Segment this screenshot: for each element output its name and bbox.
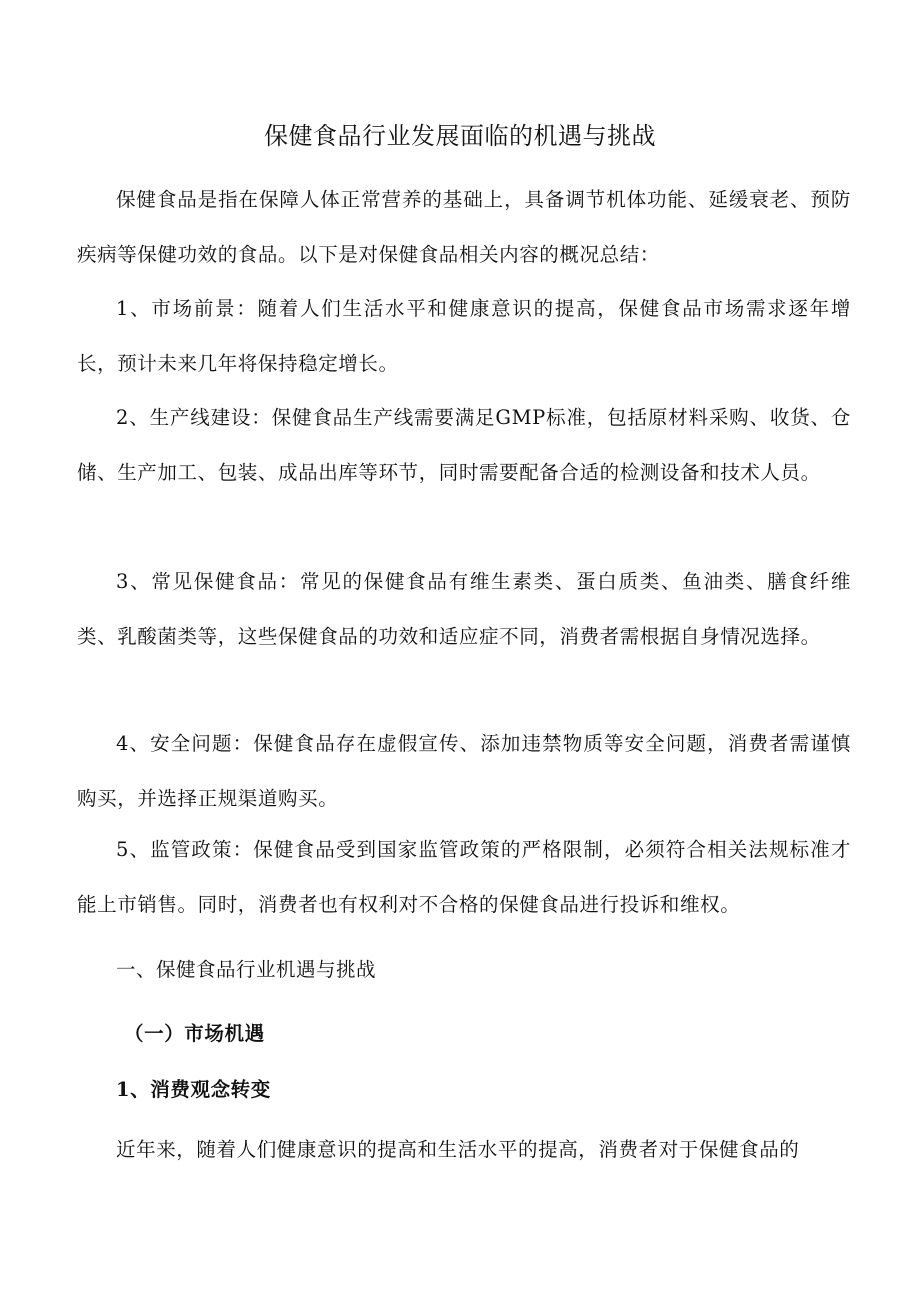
item-paragraph-consumption-concept: 近年来，随着人们健康意识的提高和生活水平的提高，消费者对于保健食品的 [116,1138,800,1161]
intro-paragraph: 保健食品是指在保障人体正常营养的基础上，具备调节机体功能、延缓衰老、预防疾病等保健功效的食品。以下是对保健食品相关内容的概况总结： [77,188,851,266]
section-heading-opportunities-challenges: 一、保健食品行业机遇与挑战 [116,958,377,981]
point-common-products: 3、常见保健食品：常见的保健食品有维生素类、蛋白质类、鱼油类、膳食纤维类、乳酸菌类等，这些保健食品的功效和适应症不同，消费者需根据自身情况选择。 [77,570,851,648]
point-market-outlook: 1、市场前景：随着人们生活水平和健康意识的提高，保健食品市场需求逐年增长，预计未来几年将保持稳定增长。 [77,297,851,375]
subsection-heading-market-opportunities: （一）市场机遇 [124,1022,265,1045]
point-safety-issues: 4、安全问题：保健食品存在虚假宣传、添加违禁物质等安全问题，消费者需谨慎购买，并选择正规渠道购买。 [77,732,851,810]
document-title: 保健食品行业发展面临的机遇与挑战 [264,122,656,150]
point-regulatory-policy: 5、监管政策：保健食品受到国家监管政策的严格限制，必须符合相关法规标准才能上市销售。同时，消费者也有权利对不合格的保健食品进行投诉和维权。 [77,838,851,916]
item-heading-consumption-concept: 1、消费观念转变 [116,1078,271,1101]
point-production-line: 2、生产线建设：保健食品生产线需要满足GMP标准，包括原材料采购、收货、仓储、生产加工、包装、成品出库等环节，同时需要配备合适的检测设备和技术人员。 [77,406,851,484]
